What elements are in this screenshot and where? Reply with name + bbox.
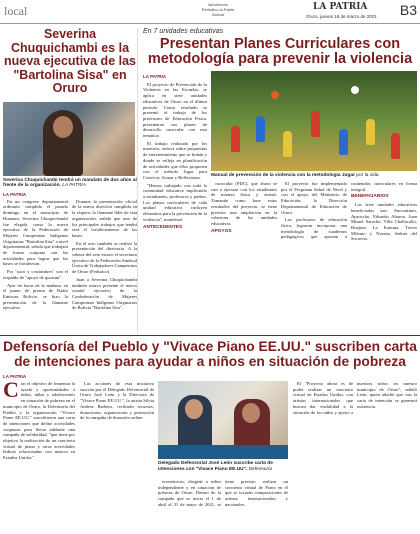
right-paragraph: El proyecto de Prevención de la Violencia en las Escuelas, se aplica en siete unidades educativas de Oruro en el último periodo. Como resultado se presentó el trabajo de los profesores de Educación Física, presentaron sus planes de desarrollo curricular con esta temática.	[143, 81, 207, 139]
bottom-column-2	[80, 381, 154, 423]
photo-face-left	[185, 399, 203, 419]
bottom-caption-source: Defensoría	[248, 466, 273, 472]
photo-figure	[339, 129, 348, 155]
subhead-antecedentes: ANTECEDENTES	[143, 224, 183, 230]
right-article	[143, 28, 417, 333]
bottom-article-caption	[158, 461, 288, 472]
left-paragraph: Ayer en horas de la mañana, en el punto de prensa de Radio Emisora Bolivia, se hizo la presentación de la flamante ejecutiva.	[3, 282, 68, 311]
right-article-kicker: En 7 unidades educativas	[143, 28, 224, 35]
left-article	[3, 28, 138, 333]
photo-figure	[391, 133, 400, 159]
bottom-col1-text: on el objetivo de fomentar la ayuda y oportunidades a niños, niñas y adolescentes en situación de pobreza en el municipio de Oruro, la Defensoría del Pueblo y la organización "Vivace Piano EE.UU." suscribieron una carta de intenciones que define actividades conjuntas para llevar adelante una campaña de solidaridad, "que tiene por objetivo la realización de un concierto virtual de piano y otras actividades lúdicas relacionadas con música en Estados Unidos".	[3, 381, 75, 461]
masthead-center-line2: Periódico la Patria Bolivia	[201, 7, 235, 17]
left-article-caption	[3, 178, 137, 189]
left-paragraph: Por "usos y costumbres" con el respaldo de "apoyo de quorum".	[3, 269, 68, 280]
bottom-col3-text: económicos, dirigida a niños independiente y en situación de pobreza de Oruro. Dentro de la campaña que se inicia el 1 de abril al 31 de mayo de 2021, se tiene previsto realizar un concierto virtual de Piano en el que se tocarán composiciones de artistas internacionales y nacionales.	[158, 479, 288, 507]
photo-person-face	[53, 116, 73, 138]
right-article-first-column	[143, 71, 207, 242]
left-paragraph: En el acto también se realizó la presentación del directorio. A la cabeza del acto estuvo el secretario ejecutivo de la Federación Sindical Única de Trabajadores Campesinos de Oruro (Fedsutco).	[72, 240, 137, 275]
subhead-apoyos: APOYOS	[211, 228, 232, 234]
bottom-article-tag: LA PATRIA	[3, 374, 27, 379]
photo-figure	[311, 111, 320, 137]
right-sub-paragraph: curricular (PDC), que ahora se van a ejecutar con los estudiantes de manera física y virtual. Tomando como base estos resultados del proyecto, se tiene previsto una ampliación en la cobertura de las unidades educativas.	[211, 181, 277, 226]
bottom-article-title: Defensoría del Pueblo y "Vivace Piano EE.UU." suscriben carta de intenciones para ayudar a niños en situación de pobreza	[3, 339, 417, 369]
right-paragraph: El trabajo realizado por los maestros, enfoca sobre propuestas de entretenimiento que se brinda y donde se refleja en planificación de actividades que ellos proponen con el método Jugar para Convivir, Actuar y Reflexionar.	[143, 140, 207, 180]
paper-name: LA PATRIA	[313, 2, 368, 12]
issue-date: Oruro, jueves 18 de marzo de 2021	[306, 14, 377, 19]
photo-figure	[231, 126, 240, 152]
bottom-caption-text: Delegado Defensorial José León suscribe carta de intenciones con "Vivace Piano EE.UU".	[158, 461, 273, 472]
left-article-tag: LA PATRIA	[3, 191, 27, 197]
right-article-photo	[211, 71, 417, 171]
right-article-subtext	[211, 181, 417, 242]
right-paragraph: "Hemos trabajado con toda la comunidad educativa implicando a estudiantes, profesores y padres. Los planes curriculares de cada unidad educativa incluyen elementos para la prevención de la violencia", manifestó.	[143, 182, 207, 222]
right-sub-paragraph: Los profesores de educación física, lograron incorporar una metodología de cuadernos pedagógicos que aportan a contenidos curriculares en forma integral.	[281, 181, 417, 240]
bottom-col4-text: El "Proyecto ahora es de poder realizar un concierto virtual en Estados Unidos, con artistas internacionales que buscan dar visibilidad a la situación de los niños y apoyo a nuestros niños en nuestro municipio de Oruro", señaló León, quien añadió que con la carta de intención se generará asistencia.	[293, 381, 417, 415]
bottom-column-3	[158, 479, 288, 509]
bottom-article	[0, 335, 420, 534]
photo-ball	[351, 86, 359, 94]
bottom-column-4	[293, 381, 417, 415]
photo-figure	[256, 116, 265, 142]
right-caption-rest: por la vida.	[356, 173, 380, 178]
subhead-beneficiarios: BENEFICIARIOS	[351, 194, 389, 200]
masthead	[0, 0, 420, 24]
right-beneficiarios: Las siete unidades educativas beneficiadas son: Ancoraimes, Ayacucho, Eduardo Abaroa, Juan Misael Saracho, Villa Challacollo, Huajara, La Kantuta, Tercer Milenio y Nuestra Señora del Socavón.	[351, 202, 417, 242]
bottom-column-1	[3, 377, 75, 461]
left-paragraph: Juan a Severina Chuquichambi también estuvo presente el nuevo comité ejecutivo de la Confederación de Mujeres Campesinas Indígenas Originarias de Bolivia "Bartolina Sisa".	[72, 276, 137, 311]
left-paragraph: En un congreso departamental ordinario cumplido el pasado domingo en el municipio de Huanuni, Severina Chuquichambi fue elegida como la nueva ejecutiva de la Federación de Mujeres Campesinas Indígenas Originarias "Bartolina Sisa" a nivel departamental, señala que trabajará de forma conjunta con las actividades para lograr que las bases se fortalezcan.	[3, 198, 68, 267]
bottom-article-photo	[158, 381, 288, 459]
masthead-center-line1: Vanotrecho	[207, 2, 229, 7]
photo-ball	[271, 91, 279, 99]
left-caption-source: LA PATRIA	[62, 183, 86, 189]
page-number: B3	[399, 2, 417, 18]
left-article-body	[3, 199, 137, 313]
photo-figure	[283, 131, 292, 157]
right-article-title: Presentan Planes Curriculares con metodología para prevenir la violencia	[147, 36, 413, 67]
right-article-tag: LA PATRIA	[143, 74, 167, 79]
right-sub-paragraph: El proyecto fue implementado por el Programa Salud de Nivel y con el apoyo del Ministerio de Educación, la Dirección Departamental de Educación de Oruro.	[281, 181, 347, 215]
right-article-media	[211, 71, 417, 242]
photo-banner	[158, 445, 288, 459]
photo-figure	[366, 119, 375, 145]
bottom-col2-text: Las acciones de esta iniciativa suscrita por el Delegado Defensorial de Oruro José León y la Directora de "Vivace Piano EE.UU.", la artista Silvia Andrea Barbero, recibirán recursos, donaciones, organización y promoción de la campaña de donación online.	[80, 381, 154, 421]
left-paragraph: Durante la presentación oficial de la nueva directiva cumplida en la víspera, la flamante líder de esta organización, señaló que uno de los principales trabajos que tendrá será el fortalecimiento de las bases.	[72, 198, 137, 238]
dropcap: C	[3, 377, 19, 402]
photo-face-right	[242, 403, 260, 423]
left-caption-text: Severina Chuquichambi tendrá un mandato de dos años al frente de la organización.	[3, 177, 137, 189]
left-article-photo	[3, 102, 135, 176]
masthead-center	[198, 2, 238, 17]
left-article-title: Severina Chuquichambi es la nueva ejecutiva de las "Bartolina Sisa" en Oruro	[3, 27, 136, 95]
right-caption-bold: Manual de prevención de la violencia con la metodología Jugar	[211, 173, 355, 178]
section-label: local	[4, 4, 28, 18]
right-article-body	[143, 71, 417, 242]
right-article-caption	[211, 173, 417, 178]
